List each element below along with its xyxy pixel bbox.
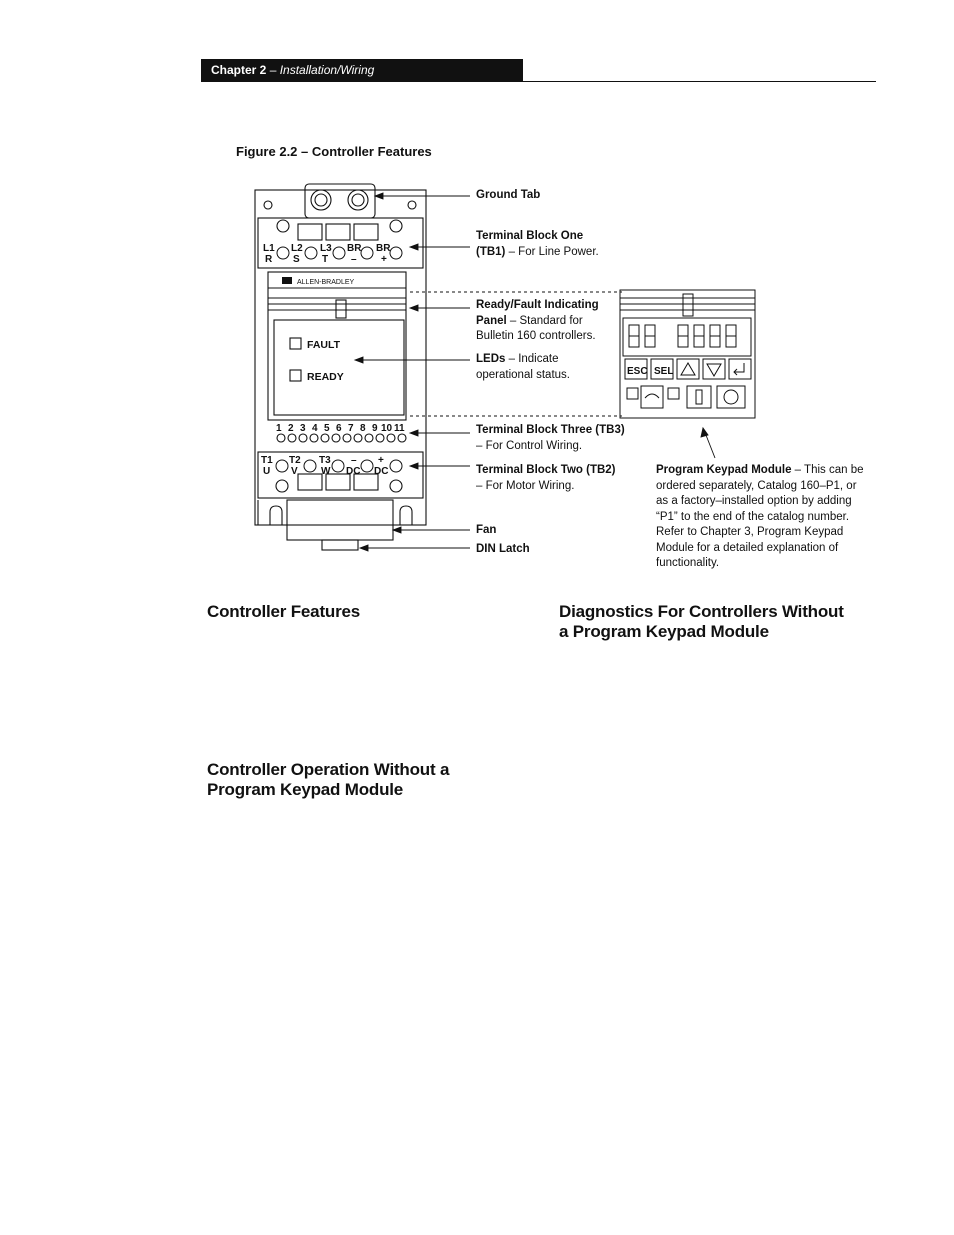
heading-diagnostics: Diagnostics For Controllers Without a Program Keypad Module (559, 602, 844, 641)
callout-leds: LEDs – Indicate operational status. (476, 353, 570, 381)
svg-text:4: 4 (312, 423, 318, 434)
svg-text:L2: L2 (291, 243, 303, 254)
svg-text:11: 11 (394, 423, 405, 434)
svg-text:7: 7 (348, 423, 354, 434)
svg-text:3: 3 (300, 423, 306, 434)
svg-text:T: T (322, 254, 329, 265)
svg-text:10: 10 (381, 423, 393, 434)
ready-label: READY (307, 371, 344, 383)
callout-din-latch: DIN Latch (476, 543, 530, 555)
sel-key-label: SEL (654, 366, 674, 377)
callout-tb2: Terminal Block Two (TB2) – For Motor Wiring. (476, 464, 616, 492)
tb1-labels (263, 243, 391, 265)
ab-logo (282, 277, 292, 284)
svg-text:T3: T3 (319, 455, 331, 466)
up-arrow-icon (681, 363, 695, 375)
heading-controller-operation: Controller Operation Without a Program Keypad Module (207, 760, 450, 799)
svg-text:DC: DC (346, 466, 361, 477)
svg-text:DC: DC (374, 466, 389, 477)
svg-text:1: 1 (276, 423, 282, 434)
svg-text:BR: BR (376, 243, 391, 254)
svg-text:6: 6 (336, 423, 342, 434)
fault-led (290, 338, 301, 349)
fan (287, 500, 393, 540)
svg-text:+: + (381, 254, 387, 265)
svg-text:S: S (293, 254, 300, 265)
callout-tb3: Terminal Block Three (TB3) – For Control Wiring. (476, 424, 625, 452)
ready-led (290, 370, 301, 381)
svg-text:9: 9 (372, 423, 378, 434)
din-latch (322, 540, 358, 550)
svg-text:8: 8 (360, 423, 366, 434)
svg-text:L3: L3 (320, 243, 332, 254)
tb3-numbers (276, 423, 405, 434)
esc-key-label: ESC (627, 366, 648, 377)
chapter-label: Chapter 2 (211, 63, 267, 77)
tb3-terminals (277, 434, 406, 442)
figure-title: Figure 2.2 – Controller Features (236, 144, 432, 159)
svg-text:–: – (351, 455, 357, 466)
terminal-block-one (258, 218, 423, 268)
svg-text:5: 5 (324, 423, 330, 434)
callout-tb1: Terminal Block One (TB1) – For Line Power. (476, 230, 599, 258)
chapter-header: Chapter 2 – Installation/Wiring (211, 63, 375, 77)
fault-label: FAULT (307, 339, 341, 351)
svg-text:W: W (321, 466, 331, 477)
callout-ground-tab: Ground Tab (476, 189, 541, 201)
svg-text:–: – (351, 254, 357, 265)
svg-text:+: + (378, 455, 384, 466)
section-label: Installation/Wiring (279, 63, 375, 77)
svg-text:BR: BR (347, 243, 362, 254)
heading-controller-features: Controller Features (207, 602, 361, 621)
ready-fault-panel (274, 320, 404, 415)
down-arrow-icon (707, 364, 721, 376)
svg-text:U: U (263, 466, 271, 477)
enter-icon (734, 363, 744, 375)
brand-label: ALLEN-BRADLEY (297, 279, 355, 286)
callout-ready-fault: Ready/Fault Indicating Panel – Standard for Bulletin 160 controllers. (476, 299, 599, 342)
svg-text:T2: T2 (289, 455, 301, 466)
callout-fan: Fan (476, 524, 497, 536)
svg-text:T1: T1 (261, 455, 273, 466)
svg-text:R: R (265, 254, 273, 265)
callout-keypad: Program Keypad Module – This can be ordered separately, Catalog 160–P1, or as a factory–installed option by adding “P1” to the end of the catalog number. Refer to Chapter 3, Program Keypad Module for a detailed explanation of functionality. (656, 464, 864, 569)
svg-text:2: 2 (288, 423, 294, 434)
svg-text:L1: L1 (263, 243, 275, 254)
svg-text:V: V (291, 466, 298, 477)
program-keypad-module (620, 290, 755, 418)
